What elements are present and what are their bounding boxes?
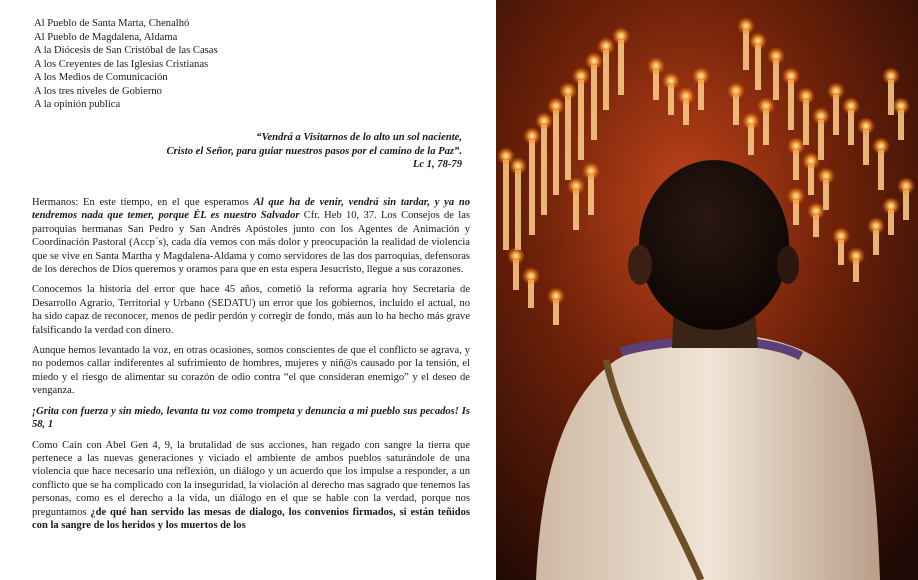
candle-flame — [767, 47, 785, 65]
candle-flame — [882, 197, 900, 215]
candle-flame — [547, 97, 565, 115]
candle-flame — [782, 67, 800, 85]
candle-flame — [749, 32, 767, 50]
candle — [863, 130, 869, 165]
candle — [833, 95, 839, 135]
paragraph-text: Hermanos: En este tiempo, en el que esperamos — [32, 197, 254, 208]
candle-flame — [867, 217, 885, 235]
scripture-quote: Al que ha de venir, vendrá sin tardar, y ya no tendremos nada que temer, porque ÉL es nuestro Salvador — [32, 197, 470, 222]
candle — [565, 95, 571, 180]
addressee-line: Al Pueblo de Santa Marta, Chenalhó — [34, 18, 190, 29]
addressee-list — [34, 17, 218, 112]
candle — [818, 120, 824, 160]
candle-flame — [677, 87, 695, 105]
right-ear — [777, 246, 799, 284]
candle-flame — [797, 87, 815, 105]
bold-question: ¿de qué han servido las mesas de dialogo, los convenios firmados, si están teñidos con la sangre de los heridos y los muertos de los — [32, 506, 470, 531]
candle-flame — [692, 67, 710, 85]
candle — [541, 125, 547, 215]
candle-flame — [742, 112, 760, 130]
candle — [553, 110, 559, 195]
candle — [763, 110, 769, 145]
addressee-line: A la Diócesis de San Cristóbal de las Casas — [34, 45, 218, 56]
paragraph-text: Cfr. Heb 10, 37. Los Consejos de las parroquias hermanas San Pedro y San Andrés Apóstoles junto con los Agentes de Animación y Coordinación Pastoral (Accp´s), cada día vemos con más dolor y preocupación la realidad de violencia que se vive en Santa Martha y Magdalena-Aldama y como servidores de las dos parroquias, defensoras de los derechos de Dios queremos y oramos para que en esta espera Jesucristo, llegue a sus corazones. — [32, 210, 470, 276]
candlelight-photo — [496, 0, 918, 580]
candle — [578, 80, 584, 160]
paragraph-exhortation: ¡Grita con fuerza y sin miedo, levanta tu voz como trompeta y denuncia a mi pueblo sus pecados! Is 58, 1 — [32, 405, 470, 431]
candle-flame — [872, 137, 890, 155]
candle-flame — [817, 167, 835, 185]
addressee-line: A los Creyentes de las Iglesias Cristianas — [34, 58, 209, 70]
candle — [743, 30, 749, 70]
paragraph-cain-abel — [32, 439, 470, 533]
candle-flame — [567, 177, 585, 195]
candle-flame — [507, 247, 525, 265]
candle-flame — [827, 82, 845, 100]
left-ear — [628, 245, 652, 285]
candles-and-child-image — [496, 0, 918, 580]
candle-flame — [807, 202, 825, 220]
candle-flame — [882, 67, 900, 85]
addressee-line: A los tres niveles de Gobierno — [34, 85, 162, 97]
candle-flame — [842, 97, 860, 115]
candle-flame — [522, 267, 540, 285]
candle-flame — [582, 162, 600, 180]
candle-flame — [547, 287, 565, 305]
candle-flame — [585, 52, 603, 70]
paragraph-conflict: Aunque hemos levantado la voz, en otras ocasiones, somos conscientes de que el conflicto se agrava, y no podemos callar indiferentes al sufrimiento de hombres, mujeres y niñ@s causado por la tensión, el miedo y el riesgo de alimentar su corazón de odio contra “el que consideran enemigo” y el deseo de venganza. — [32, 345, 470, 397]
candle — [755, 45, 761, 90]
candle-flame — [897, 177, 915, 195]
candle-flame — [757, 97, 775, 115]
candle-flame — [662, 72, 680, 90]
candle-flame — [647, 57, 665, 75]
paragraph-history: Conocemos la historia del error que hace 45 años, cometió la reforma agraria hoy Secretaria de Desarrollo Agrario, Territorial y Urbano (SEDATU) un error que los gobiernos, incluido el actual, no ha sido capaz de reconocer, menos de pedir perdón y corregir de fondo, más aun lo ha hecho más grave falsificando la verdad con dinero. — [32, 284, 470, 336]
candle-flame — [787, 137, 805, 155]
candle-flame — [597, 37, 615, 55]
candle-flame — [802, 152, 820, 170]
candle-flame — [737, 17, 755, 35]
candle-flame — [727, 82, 745, 100]
letter-body — [32, 196, 470, 539]
candle — [848, 110, 854, 145]
candle-flame — [812, 107, 830, 125]
bible-epigraph — [167, 131, 463, 172]
candle-flame — [892, 97, 910, 115]
candle — [788, 80, 794, 130]
candle-flame — [787, 187, 805, 205]
candle — [503, 160, 509, 250]
candle — [603, 50, 609, 110]
addressee-line: Al Pueblo de Magdalena, Aldama — [34, 31, 178, 43]
candle — [591, 65, 597, 140]
candle — [618, 40, 624, 95]
paragraph-text: Como Caín con Abel Gen 4, 9, la brutalidad de sus acciones, han regado con sangre la tierra que pertenece a las nuevas generaciones y viciado el ambiente de ambos pueblos saturándole de una violencia que hace necesario una reflexión, un diálogo y un acuerdo que los impulse a responder, a un conflicto que se ha complicado con la inseguridad, la violación al derecho mas sagrado que tenemos las personas, como es el derecho a la vida, un diálogo en el que se hable con la verdad, porque nos preguntamos — [32, 439, 470, 518]
candle-flame — [847, 247, 865, 265]
candle — [773, 60, 779, 100]
candle-flame — [832, 227, 850, 245]
candle — [803, 100, 809, 145]
candle-flame — [572, 67, 590, 85]
candle-flame — [559, 82, 577, 100]
epigraph-line-1: “Vendrá a Visitarnos de lo alto un sol naciente, — [256, 132, 462, 143]
candle — [878, 150, 884, 190]
candle-flame — [535, 112, 553, 130]
paragraph-greeting — [32, 196, 470, 276]
head-hair — [639, 160, 789, 330]
candle — [529, 140, 535, 235]
addressee-line: A los Medios de Comunicación — [34, 72, 168, 83]
candle-flame — [523, 127, 541, 145]
candle — [573, 190, 579, 230]
candle-flame — [857, 117, 875, 135]
addressee-line: A la opinión publica — [34, 99, 121, 110]
candle-flame — [509, 157, 527, 175]
epigraph-line-2: Cristo el Señor, para guiar nuestros pasos por el camino de la Paz”. — [166, 145, 462, 157]
epigraph-reference: Lc 1, 78-79 — [412, 159, 462, 170]
candle — [588, 175, 594, 215]
candle — [515, 170, 521, 250]
candle-flame — [612, 27, 630, 45]
